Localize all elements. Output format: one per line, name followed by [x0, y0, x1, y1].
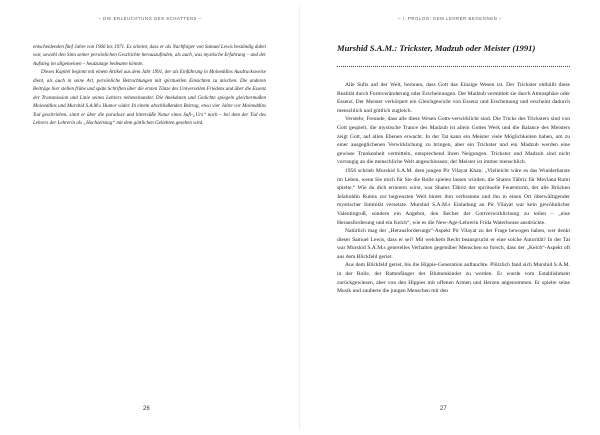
- running-head-left: – DIE ERLEUCHTUNG DES SCHATTENS –: [98, 16, 202, 21]
- left-text-block: [33, 44, 266, 129]
- title-divider: [337, 66, 570, 67]
- left-paragraph: Dieses Kapitel beginnt mit einem Artikel aus dem Jahr 1991, der als Einführung in Moineddins Ausdrucksweise dient, als auch in seine Art, persönliche Betrachtungen mit spirituellen Einsichten zu mischen. Die anderen Beiträge hier stellen frühe und späte Schriften über die ersten Tänze des Universellen Friedens und über die Essenz der Transmission und Linie seines Lehrers nebeneinander. Die Anekdoten und Gedichte spiegeln gleichermaßen Moineddins und Murshid S.A.M.s Humor wider. In einem abschließenden Beitrag, etwa vier Jahre vor Moineddins Tod geschrieben, sinnt er über die paradoxe und bittersüße Natur eines Sufi-„Urs“ nach – bei dem der Tod des Lehrers der Lehrerin als „Hochzeitstag“ mit dem göttlichen Geliebten gesehen wird.: [33, 70, 266, 127]
- page-number-left: 26: [143, 406, 150, 412]
- chapter-title: Murshid S.A.M.: Trickster, Madzub oder Meister (1991): [337, 43, 536, 53]
- right-page: [300, 0, 600, 435]
- right-paragraph: Verstehr, Freunde, dass alle diese Wesen Gotts-verwirklicht sind. Die Tricks des Tricksters sind von Gott gespielt, die mystische Trance des Madzub ist allein Gottes Werk und die Balance des Meisters zeigt Gott, auf allen Ebenen erwacht. In der Tat kann ein Meister viele Möglichkeiten haben, um zu einer ausgeglichenen Verwirklichung zu bringen, aber ein Trickster und ein Madzub werden eine gewisse Trunkenheit vermitteln, entsprechend ihren Neigungen. Trickster und Madzub sind nicht vorrangig an die menschliche Welt angeschlossen; der Meister ist immer menschlich.: [337, 116, 570, 166]
- right-text-block: [337, 81, 570, 296]
- left-paragraph: entscheidenden fünf Jahre von 1966 bis 1971. Es scheint, dass er als Nachfolger von Samuel Lewis beständig dabei war, sowohl den Sinn seiner persönlichen Geschichte herauszufinden, als auch, was mystische Erfahrung – und der Aufstieg im allgemeinen – heutzutage bedeuten könnte.: [33, 45, 266, 67]
- right-paragraph: Natürlich mag der „Herausforderungs“-Aspekt Pir Vilayat zu der Frage bewogen haben, wer denkt dieser Samuel Lewis, dass er sei? Mit welchem Recht beansprucht er eine solche Autorität? In der Tat war Murshid S.A.M.s generelles Verhalten gegenüber Menschen so forsch, dass der „Kelch“-Aspekt oft aus dem Blickfeld geriet.: [337, 228, 570, 260]
- page-number-right: 27: [440, 406, 447, 412]
- right-paragraph: 1956 schrieb Murshid S.A.M. dem jungen Pir Vilayat Khan: „Vielleicht wäre es das Wunderbarste im Leben, wenn Sie mich für Sie die Rolle spielen lassen würden, die Shams Täbriz für Mevlana Rumi spielte.“ Wie du dich erinnern wirst, war Shams Täbriz der spirituelle Feuersturm, der alle Brücken Jelaluddin Rumis zur begrenzten Welt hinter ihm verbrannte und ihn in einen Ort überwältigender mystischer Intimität versetzte. Murshid S.A.M.s Einladung an Pir Vilayat war kein gewöhnlicher Valentingruß, sondern ein Angebot, den Becher der Gottverwirklichung zu teilen – „eine Herausforderung und ein Kelch“, wie es die New-Age-Lehrerin Frida Waterhouse ausdrückte.: [337, 167, 570, 226]
- right-paragraph: Aus dem Blickfeld geriet, bis die Hippie-Generation auftauchte. Plötzlich fand sich Murshid S.A.M. in der Rolle, der Rattenfänger der Blumenkinder zu werden. Er wurde vom Establishment zurückgewiesen, aber von den Hippies mit offenen Armen und Herzen angenommen. Er spielte seine Musik und zauberte die jungen Menschen mit den: [337, 262, 570, 295]
- running-head-right: – I. PROLOG: DEM LEHRER BEGEGNEN –: [398, 16, 502, 21]
- right-paragraph: Alle Sufis auf der Welt, beronen, dass Gott das Einzige Wesen ist. Der Trickster enthüllt diese Realität durch Formveränderung oder Erscheinungen. Der Madzub vermittelt sie durch Atmosphäre oder Essenz. Der Meister verkörpert ein Gleichgewicht von Essenz und Erscheinung und erscheint dadurch menschlich und göttlich zugleich.: [337, 82, 570, 114]
